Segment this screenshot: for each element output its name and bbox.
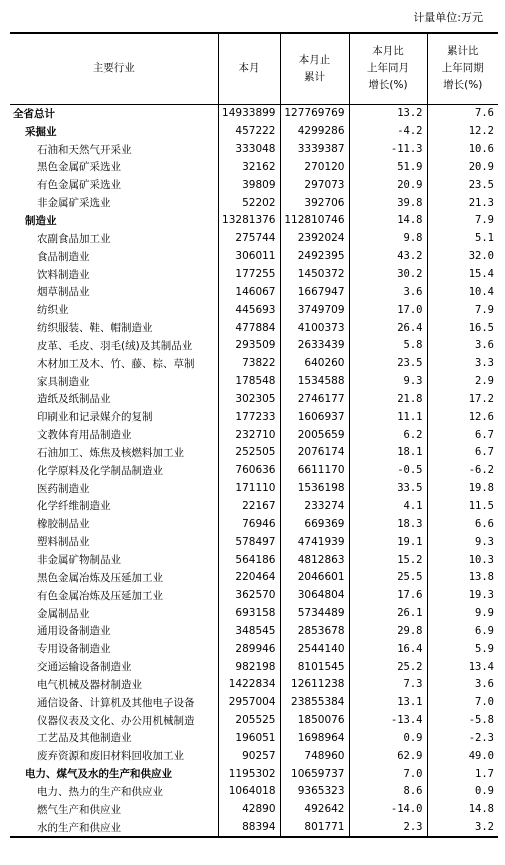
table-row xyxy=(10,622,498,640)
table-row xyxy=(10,729,498,747)
month-yoy-value: 15.2 xyxy=(349,551,427,569)
cumulative-value: 1606937 xyxy=(280,408,349,426)
month-yoy-value: 21.8 xyxy=(349,390,427,408)
table-row xyxy=(10,765,498,783)
cumulative-yoy-value: 12.2 xyxy=(427,122,498,140)
current-month-value: 76946 xyxy=(218,515,280,533)
table-row xyxy=(10,658,498,676)
cumulative-value: 112810746 xyxy=(280,212,349,230)
industry-name: 橡胶制品业 xyxy=(37,518,90,531)
month-yoy-value: 25.5 xyxy=(349,568,427,586)
industry-name: 制造业 xyxy=(25,214,57,227)
current-month-value: 2957004 xyxy=(218,693,280,711)
cumulative-yoy-value: 3.2 xyxy=(427,818,498,837)
industry-name: 黑色金属矿采选业 xyxy=(37,161,121,174)
industry-name: 金属制品业 xyxy=(37,607,90,620)
cumulative-value: 2046601 xyxy=(280,568,349,586)
industry-name: 工艺品及其他制造业 xyxy=(37,732,132,745)
month-yoy-value: 43.2 xyxy=(349,247,427,265)
cumulative-yoy-value: 19.8 xyxy=(427,479,498,497)
cumulative-yoy-value: 13.4 xyxy=(427,658,498,676)
current-month-value: 289946 xyxy=(218,640,280,658)
month-yoy-value: 9.8 xyxy=(349,229,427,247)
current-month-value: 302305 xyxy=(218,390,280,408)
month-yoy-value: 5.8 xyxy=(349,336,427,354)
month-yoy-value: 26.4 xyxy=(349,319,427,337)
cumulative-yoy-value: 6.9 xyxy=(427,622,498,640)
industry-name: 有色金属矿采选业 xyxy=(37,179,121,192)
current-month-value: 293509 xyxy=(218,336,280,354)
cumulative-value: 1534588 xyxy=(280,372,349,390)
table-row xyxy=(10,461,498,479)
table-row xyxy=(10,354,498,372)
cumulative-yoy-value: 3.6 xyxy=(427,336,498,354)
month-yoy-value: 17.6 xyxy=(349,586,427,604)
cumulative-yoy-value: 19.3 xyxy=(427,586,498,604)
cumulative-yoy-value: -5.8 xyxy=(427,711,498,729)
current-month-value: 333048 xyxy=(218,140,280,158)
current-month-value: 252505 xyxy=(218,444,280,462)
cumulative-yoy-value: 7.0 xyxy=(427,693,498,711)
cumulative-yoy-value: 2.9 xyxy=(427,372,498,390)
industry-name: 黑色金属冶炼及压延加工业 xyxy=(37,571,163,584)
cumulative-value: 2544140 xyxy=(280,640,349,658)
industry-name: 饮料制造业 xyxy=(37,268,90,281)
month-yoy-value: 33.5 xyxy=(349,479,427,497)
table-row xyxy=(10,426,498,444)
current-month-value: 178548 xyxy=(218,372,280,390)
cumulative-yoy-value: 11.5 xyxy=(427,497,498,515)
cumulative-yoy-value: 3.6 xyxy=(427,676,498,694)
industry-name: 电力、热力的生产和供应业 xyxy=(37,785,163,798)
header-current-month: 本月 xyxy=(218,33,280,104)
table-row xyxy=(10,122,498,140)
cumulative-value: 127769769 xyxy=(280,104,349,122)
table-row xyxy=(10,676,498,694)
cumulative-yoy-value: 10.3 xyxy=(427,551,498,569)
month-yoy-value: 39.8 xyxy=(349,194,427,212)
current-month-value: 177255 xyxy=(218,265,280,283)
cumulative-value: 4299286 xyxy=(280,122,349,140)
cumulative-yoy-value: 6.6 xyxy=(427,515,498,533)
industry-name: 电气机械及器材制造业 xyxy=(37,678,142,691)
table-row xyxy=(10,640,498,658)
current-month-value: 982198 xyxy=(218,658,280,676)
table-row xyxy=(10,444,498,462)
table-row xyxy=(10,140,498,158)
industry-name: 水的生产和供应业 xyxy=(10,818,218,837)
cumulative-yoy-value: 9.3 xyxy=(427,533,498,551)
cumulative-value: 669369 xyxy=(280,515,349,533)
unit-note: 计量单位:万元 xyxy=(413,11,483,24)
industry-name: 石油和天然气开采业 xyxy=(37,143,132,156)
cumulative-value: 2853678 xyxy=(280,622,349,640)
cumulative-yoy-value: 15.4 xyxy=(427,265,498,283)
cumulative-value: 2746177 xyxy=(280,390,349,408)
current-month-value: 177233 xyxy=(218,408,280,426)
cumulative-yoy-value: 3.3 xyxy=(427,354,498,372)
industry-name: 医药制造业 xyxy=(37,482,90,495)
cumulative-value: 3749709 xyxy=(280,301,349,319)
current-month-value: 275744 xyxy=(218,229,280,247)
month-yoy-value: 29.8 xyxy=(349,622,427,640)
current-month-value: 693158 xyxy=(218,604,280,622)
cumulative-yoy-value: 10.4 xyxy=(427,283,498,301)
month-yoy-value: 13.1 xyxy=(349,693,427,711)
industry-name: 造纸及纸制品业 xyxy=(37,393,111,406)
cumulative-yoy-value: 5.1 xyxy=(427,229,498,247)
cumulative-value: 801771 xyxy=(280,818,349,837)
cumulative-value: 392706 xyxy=(280,194,349,212)
industry-name: 木材加工及木、竹、藤、棕、草制 xyxy=(37,357,195,370)
table-row xyxy=(10,711,498,729)
current-month-value: 73822 xyxy=(218,354,280,372)
month-yoy-value: 2.3 xyxy=(349,818,427,837)
cumulative-value: 748960 xyxy=(280,747,349,765)
industry-name: 印刷业和记录媒介的复制 xyxy=(37,411,153,424)
cumulative-yoy-value: 1.7 xyxy=(427,765,498,783)
industry-name: 非金属矿物制品业 xyxy=(37,554,121,567)
current-month-value: 477884 xyxy=(218,319,280,337)
cumulative-yoy-value: 14.8 xyxy=(427,800,498,818)
current-month-value: 146067 xyxy=(218,283,280,301)
month-yoy-value: -11.3 xyxy=(349,140,427,158)
month-yoy-value: 4.1 xyxy=(349,497,427,515)
current-month-value: 13281376 xyxy=(218,212,280,230)
cumulative-yoy-value: 6.7 xyxy=(427,426,498,444)
cumulative-value: 2076174 xyxy=(280,444,349,462)
table-row xyxy=(10,247,498,265)
current-month-value: 90257 xyxy=(218,747,280,765)
month-yoy-value: 9.3 xyxy=(349,372,427,390)
table-row xyxy=(10,533,498,551)
current-month-value: 457222 xyxy=(218,122,280,140)
cumulative-value: 9365323 xyxy=(280,783,349,801)
current-month-value: 196051 xyxy=(218,729,280,747)
cumulative-yoy-value: 7.9 xyxy=(427,301,498,319)
month-yoy-value: 7.3 xyxy=(349,676,427,694)
industry-name: 家具制造业 xyxy=(37,375,90,388)
table-row xyxy=(10,497,498,515)
month-yoy-value: 26.1 xyxy=(349,604,427,622)
cumulative-value: 1667947 xyxy=(280,283,349,301)
industry-name: 皮革、毛皮、羽毛(绒)及其制品业 xyxy=(37,339,193,352)
table-row xyxy=(10,479,498,497)
month-yoy-value: 14.8 xyxy=(349,212,427,230)
table-row xyxy=(10,301,498,319)
industry-name: 纺织业 xyxy=(37,304,69,317)
cumulative-yoy-value: 17.2 xyxy=(427,390,498,408)
cumulative-value: 4100373 xyxy=(280,319,349,337)
month-yoy-value: 62.9 xyxy=(349,747,427,765)
month-yoy-value: 7.0 xyxy=(349,765,427,783)
header-industry: 主要行业 xyxy=(10,33,218,104)
industry-name: 电力、煤气及水的生产和供应业 xyxy=(25,768,172,781)
current-month-value: 32162 xyxy=(218,158,280,176)
table-row xyxy=(10,229,498,247)
industry-name: 交通运输设备制造业 xyxy=(37,661,132,674)
month-yoy-value: -4.2 xyxy=(349,122,427,140)
month-yoy-value: 6.2 xyxy=(349,426,427,444)
table-row xyxy=(10,408,498,426)
current-month-value: 88394 xyxy=(218,818,280,837)
month-yoy-value: 3.6 xyxy=(349,283,427,301)
cumulative-yoy-value: -2.3 xyxy=(427,729,498,747)
industry-name: 化学原料及化学制品制造业 xyxy=(37,464,163,477)
industry-name: 文教体育用品制造业 xyxy=(37,429,132,442)
table-row xyxy=(10,265,498,283)
table-row xyxy=(10,319,498,337)
table-row xyxy=(10,390,498,408)
current-month-value: 760636 xyxy=(218,461,280,479)
current-month-value: 220464 xyxy=(218,568,280,586)
month-yoy-value: 19.1 xyxy=(349,533,427,551)
month-yoy-value: 20.9 xyxy=(349,176,427,194)
current-month-value: 578497 xyxy=(218,533,280,551)
cumulative-yoy-value: 9.9 xyxy=(427,604,498,622)
current-month-value: 1195302 xyxy=(218,765,280,783)
cumulative-value: 4741939 xyxy=(280,533,349,551)
month-yoy-value: -0.5 xyxy=(349,461,427,479)
cumulative-value: 10659737 xyxy=(280,765,349,783)
cumulative-yoy-value: 16.5 xyxy=(427,319,498,337)
table-row xyxy=(10,212,498,230)
cumulative-yoy-value: 21.3 xyxy=(427,194,498,212)
current-month-value: 205525 xyxy=(218,711,280,729)
table-row xyxy=(10,818,498,837)
cumulative-value: 640260 xyxy=(280,354,349,372)
cumulative-value: 297073 xyxy=(280,176,349,194)
cumulative-value: 2005659 xyxy=(280,426,349,444)
cumulative-value: 23855384 xyxy=(280,693,349,711)
cumulative-value: 1450372 xyxy=(280,265,349,283)
cumulative-value: 1850076 xyxy=(280,711,349,729)
month-yoy-value: 51.9 xyxy=(349,158,427,176)
cumulative-yoy-value: 0.9 xyxy=(427,783,498,801)
month-yoy-value: -13.4 xyxy=(349,711,427,729)
current-month-value: 42890 xyxy=(218,800,280,818)
table-row xyxy=(10,551,498,569)
table-row xyxy=(10,372,498,390)
month-yoy-value: 0.9 xyxy=(349,729,427,747)
industry-name: 食品制造业 xyxy=(37,250,90,263)
table-row xyxy=(10,693,498,711)
cumulative-yoy-value: 23.5 xyxy=(427,176,498,194)
table-body xyxy=(10,104,498,837)
month-yoy-value: 18.1 xyxy=(349,444,427,462)
month-yoy-value: 30.2 xyxy=(349,265,427,283)
month-yoy-value: 18.3 xyxy=(349,515,427,533)
table-row xyxy=(10,586,498,604)
table-row xyxy=(10,515,498,533)
cumulative-yoy-value: 7.9 xyxy=(427,212,498,230)
current-month-value: 564186 xyxy=(218,551,280,569)
cumulative-value: 270120 xyxy=(280,158,349,176)
cumulative-yoy-value: 7.6 xyxy=(427,104,498,122)
table-row xyxy=(10,800,498,818)
industry-name: 通信设备、计算机及其他电子设备 xyxy=(37,696,195,709)
industry-name: 全省总计 xyxy=(13,107,55,120)
table-row xyxy=(10,336,498,354)
current-month-value: 22167 xyxy=(218,497,280,515)
table-row xyxy=(10,158,498,176)
industry-name: 农副食品加工业 xyxy=(37,232,111,245)
industry-name: 纺织服装、鞋、帽制造业 xyxy=(37,322,153,335)
current-month-value: 39809 xyxy=(218,176,280,194)
industry-name: 专用设备制造业 xyxy=(37,643,111,656)
table-row xyxy=(10,604,498,622)
cumulative-value: 5734489 xyxy=(280,604,349,622)
cumulative-value: 2392024 xyxy=(280,229,349,247)
table-row xyxy=(10,104,498,122)
current-month-value: 306011 xyxy=(218,247,280,265)
cumulative-yoy-value: 32.0 xyxy=(427,247,498,265)
month-yoy-value: 11.1 xyxy=(349,408,427,426)
current-month-value: 1422834 xyxy=(218,676,280,694)
current-month-value: 445693 xyxy=(218,301,280,319)
header-row xyxy=(10,33,498,104)
table-row xyxy=(10,568,498,586)
cumulative-value: 3064804 xyxy=(280,586,349,604)
industry-name: 化学纤维制造业 xyxy=(37,500,111,513)
cumulative-yoy-value: 13.8 xyxy=(427,568,498,586)
month-yoy-value: 8.6 xyxy=(349,783,427,801)
current-month-value: 362570 xyxy=(218,586,280,604)
cumulative-value: 233274 xyxy=(280,497,349,515)
month-yoy-value: 13.2 xyxy=(349,104,427,122)
industry-output-table xyxy=(10,32,498,838)
month-yoy-value: 17.0 xyxy=(349,301,427,319)
cumulative-yoy-value: 5.9 xyxy=(427,640,498,658)
industry-name: 仪器仪表及文化、办公用机械制造 xyxy=(37,714,195,727)
cumulative-value: 3339387 xyxy=(280,140,349,158)
month-yoy-value: 16.4 xyxy=(349,640,427,658)
industry-name: 有色金属冶炼及压延加工业 xyxy=(37,589,163,602)
cumulative-yoy-value: -6.2 xyxy=(427,461,498,479)
month-yoy-value: -14.0 xyxy=(349,800,427,818)
cumulative-value: 492642 xyxy=(280,800,349,818)
industry-name: 废弃资源和废旧材料回收加工业 xyxy=(37,750,184,763)
cumulative-value: 2492395 xyxy=(280,247,349,265)
cumulative-yoy-value: 49.0 xyxy=(427,747,498,765)
header-cumulative-yoy: 累计比 上年同期 增长(%) xyxy=(427,33,498,104)
cumulative-yoy-value: 6.7 xyxy=(427,444,498,462)
table-row xyxy=(10,194,498,212)
industry-name: 通用设备制造业 xyxy=(37,625,111,638)
current-month-value: 232710 xyxy=(218,426,280,444)
industry-name: 塑料制品业 xyxy=(37,536,90,549)
industry-name: 燃气生产和供应业 xyxy=(37,803,121,816)
current-month-value: 1064018 xyxy=(218,783,280,801)
month-yoy-value: 23.5 xyxy=(349,354,427,372)
current-month-value: 348545 xyxy=(218,622,280,640)
current-month-value: 14933899 xyxy=(218,104,280,122)
current-month-value: 171110 xyxy=(218,479,280,497)
table-row xyxy=(10,747,498,765)
header-month-yoy: 本月比 上年同月 增长(%) xyxy=(349,33,427,104)
cumulative-value: 8101545 xyxy=(280,658,349,676)
industry-name: 石油加工、炼焦及核燃料加工业 xyxy=(37,446,184,459)
cumulative-value: 2633439 xyxy=(280,336,349,354)
industry-name: 烟草制品业 xyxy=(37,286,90,299)
cumulative-value: 6611170 xyxy=(280,461,349,479)
cumulative-value: 4812863 xyxy=(280,551,349,569)
month-yoy-value: 25.2 xyxy=(349,658,427,676)
cumulative-value: 12611238 xyxy=(280,676,349,694)
cumulative-value: 1536198 xyxy=(280,479,349,497)
cumulative-yoy-value: 12.6 xyxy=(427,408,498,426)
cumulative-yoy-value: 20.9 xyxy=(427,158,498,176)
cumulative-yoy-value: 10.6 xyxy=(427,140,498,158)
header-cumulative: 本月止 累计 xyxy=(280,33,349,104)
current-month-value: 52202 xyxy=(218,194,280,212)
table-row xyxy=(10,283,498,301)
table-row xyxy=(10,783,498,801)
industry-name: 采掘业 xyxy=(25,125,57,138)
table-row xyxy=(10,176,498,194)
cumulative-value: 1698964 xyxy=(280,729,349,747)
industry-name: 非金属矿采选业 xyxy=(37,197,111,210)
